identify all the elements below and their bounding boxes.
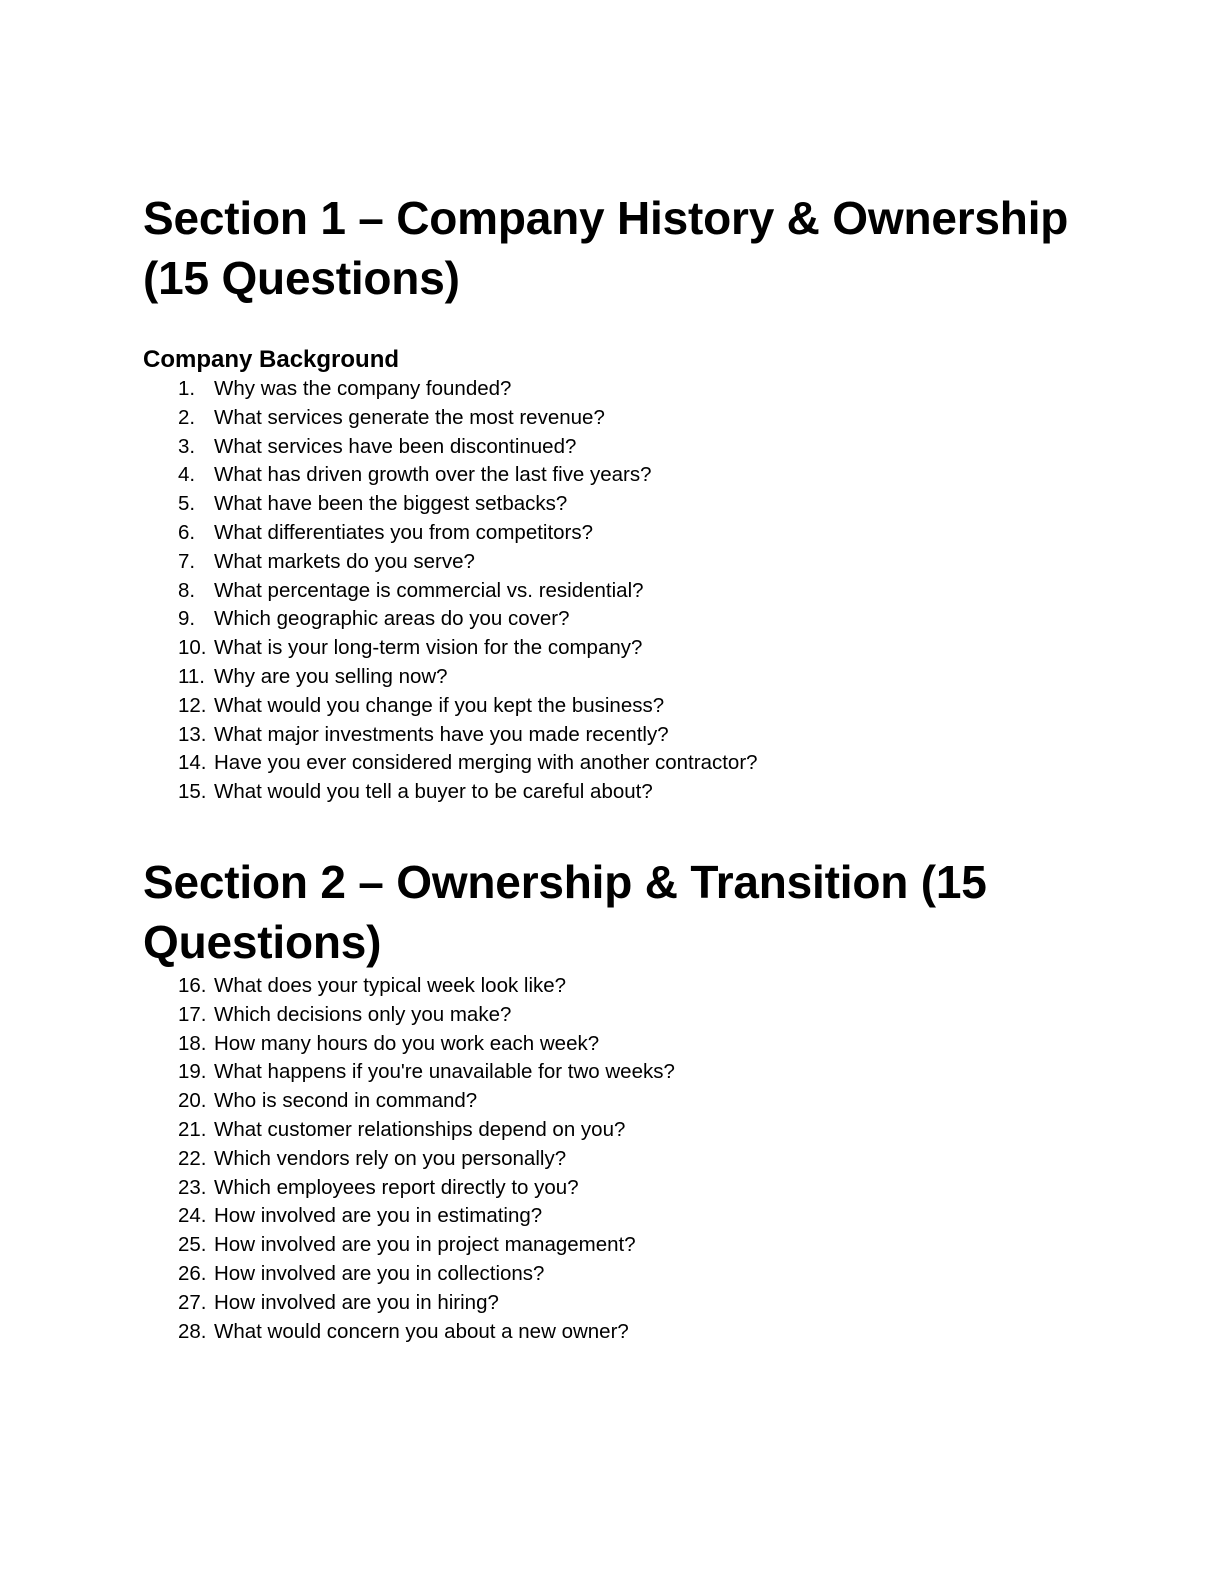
question-number: 15. [178, 780, 207, 804]
question-number: 12. [178, 693, 207, 717]
question-text: How many hours do you work each week? [214, 1031, 600, 1055]
list-item [143, 1058, 1103, 1087]
question-text: Which vendors rely on you personally? [214, 1146, 567, 1170]
question-number: 2. [178, 405, 196, 429]
question-number: 18. [178, 1031, 207, 1055]
question-text: Who is second in command? [214, 1089, 478, 1113]
list-item [143, 461, 1103, 490]
list-item [143, 1145, 1103, 1174]
question-text: Why was the company founded? [214, 377, 512, 400]
question-number: 26. [178, 1261, 207, 1285]
section-2-title: Section 2 – Ownership & Transition (15 Questions) [143, 855, 987, 968]
question-text: How involved are you in hiring? [214, 1290, 499, 1314]
question-number: 6. [178, 520, 196, 544]
question-number: 19. [178, 1060, 207, 1084]
question-text: What differentiates you from competitors? [214, 520, 594, 544]
question-text: What does your typical week look like? [214, 973, 567, 997]
document-page [143, 188, 1103, 1346]
question-number: 22. [178, 1146, 207, 1170]
list-item [143, 1318, 1103, 1347]
list-item [143, 577, 1103, 606]
question-number: 5. [178, 492, 196, 516]
question-number: 24. [178, 1204, 207, 1228]
list-item [143, 375, 1103, 404]
section-1-question-list [143, 375, 1103, 807]
list-item [143, 605, 1103, 634]
question-text: What would you change if you kept the business? [214, 693, 665, 717]
list-item [143, 1202, 1103, 1231]
list-item [143, 519, 1103, 548]
question-number: 21. [178, 1117, 207, 1141]
list-item [143, 1087, 1103, 1116]
question-number: 1. [178, 377, 196, 400]
question-number: 13. [178, 722, 207, 746]
question-text: What have been the biggest setbacks? [214, 492, 568, 516]
question-number: 14. [178, 751, 207, 775]
question-text: What would you tell a buyer to be careful about? [214, 780, 653, 804]
section-1-title: Section 1 – Company History & Ownership (15 Questions) [143, 192, 1069, 304]
question-text: How involved are you in estimating? [214, 1204, 543, 1228]
list-item [143, 1116, 1103, 1145]
question-text: Which geographic areas do you cover? [214, 607, 570, 631]
list-item [143, 1030, 1103, 1059]
question-text: Which decisions only you make? [214, 1002, 512, 1026]
question-text: What would concern you about a new owner? [214, 1319, 629, 1343]
list-item [143, 404, 1103, 433]
question-number: 27. [178, 1290, 207, 1314]
question-number: 20. [178, 1089, 207, 1113]
list-item [143, 1001, 1103, 1030]
question-text: Have you ever considered merging with another contractor? [214, 751, 758, 775]
question-text: How involved are you in collections? [214, 1261, 545, 1285]
company-background-subheading: Company Background [143, 346, 400, 373]
list-item [143, 548, 1103, 577]
question-text: What is your long-term vision for the company? [214, 636, 643, 660]
question-text: What major investments have you made recently? [214, 722, 669, 746]
question-number: 3. [178, 434, 196, 458]
list-item [143, 490, 1103, 519]
list-item [143, 692, 1103, 721]
question-number: 17. [178, 1002, 207, 1026]
question-text: What percentage is commercial vs. residential? [214, 578, 644, 602]
section-2-question-list [143, 972, 1103, 1346]
list-item [143, 1289, 1103, 1318]
question-number: 23. [178, 1175, 207, 1199]
question-number: 10. [178, 636, 207, 660]
question-number: 28. [178, 1319, 207, 1343]
list-item [143, 634, 1103, 663]
question-number: 25. [178, 1233, 207, 1257]
question-text: Which employees report directly to you? [214, 1175, 579, 1199]
question-text: What has driven growth over the last five years? [214, 463, 652, 487]
question-number: 9. [178, 607, 196, 631]
question-number: 8. [178, 578, 196, 602]
list-item [143, 1174, 1103, 1203]
question-text: What markets do you serve? [214, 549, 475, 573]
question-number: 16. [178, 973, 207, 997]
list-item [143, 778, 1103, 807]
list-item [143, 749, 1103, 778]
question-number: 7. [178, 549, 196, 573]
list-item [143, 721, 1103, 750]
question-text: What services have been discontinued? [214, 434, 577, 458]
list-item [143, 972, 1103, 1001]
question-text: Why are you selling now? [214, 664, 448, 688]
question-number: 11. [178, 664, 205, 688]
question-text: How involved are you in project management? [214, 1233, 636, 1257]
list-item [143, 433, 1103, 462]
list-item [143, 1260, 1103, 1289]
list-item [143, 663, 1103, 692]
list-item [143, 1231, 1103, 1260]
question-text: What services generate the most revenue? [214, 405, 605, 429]
question-number: 4. [178, 463, 196, 487]
question-text: What happens if you're unavailable for two weeks? [214, 1060, 675, 1084]
question-text: What customer relationships depend on you? [214, 1117, 626, 1141]
